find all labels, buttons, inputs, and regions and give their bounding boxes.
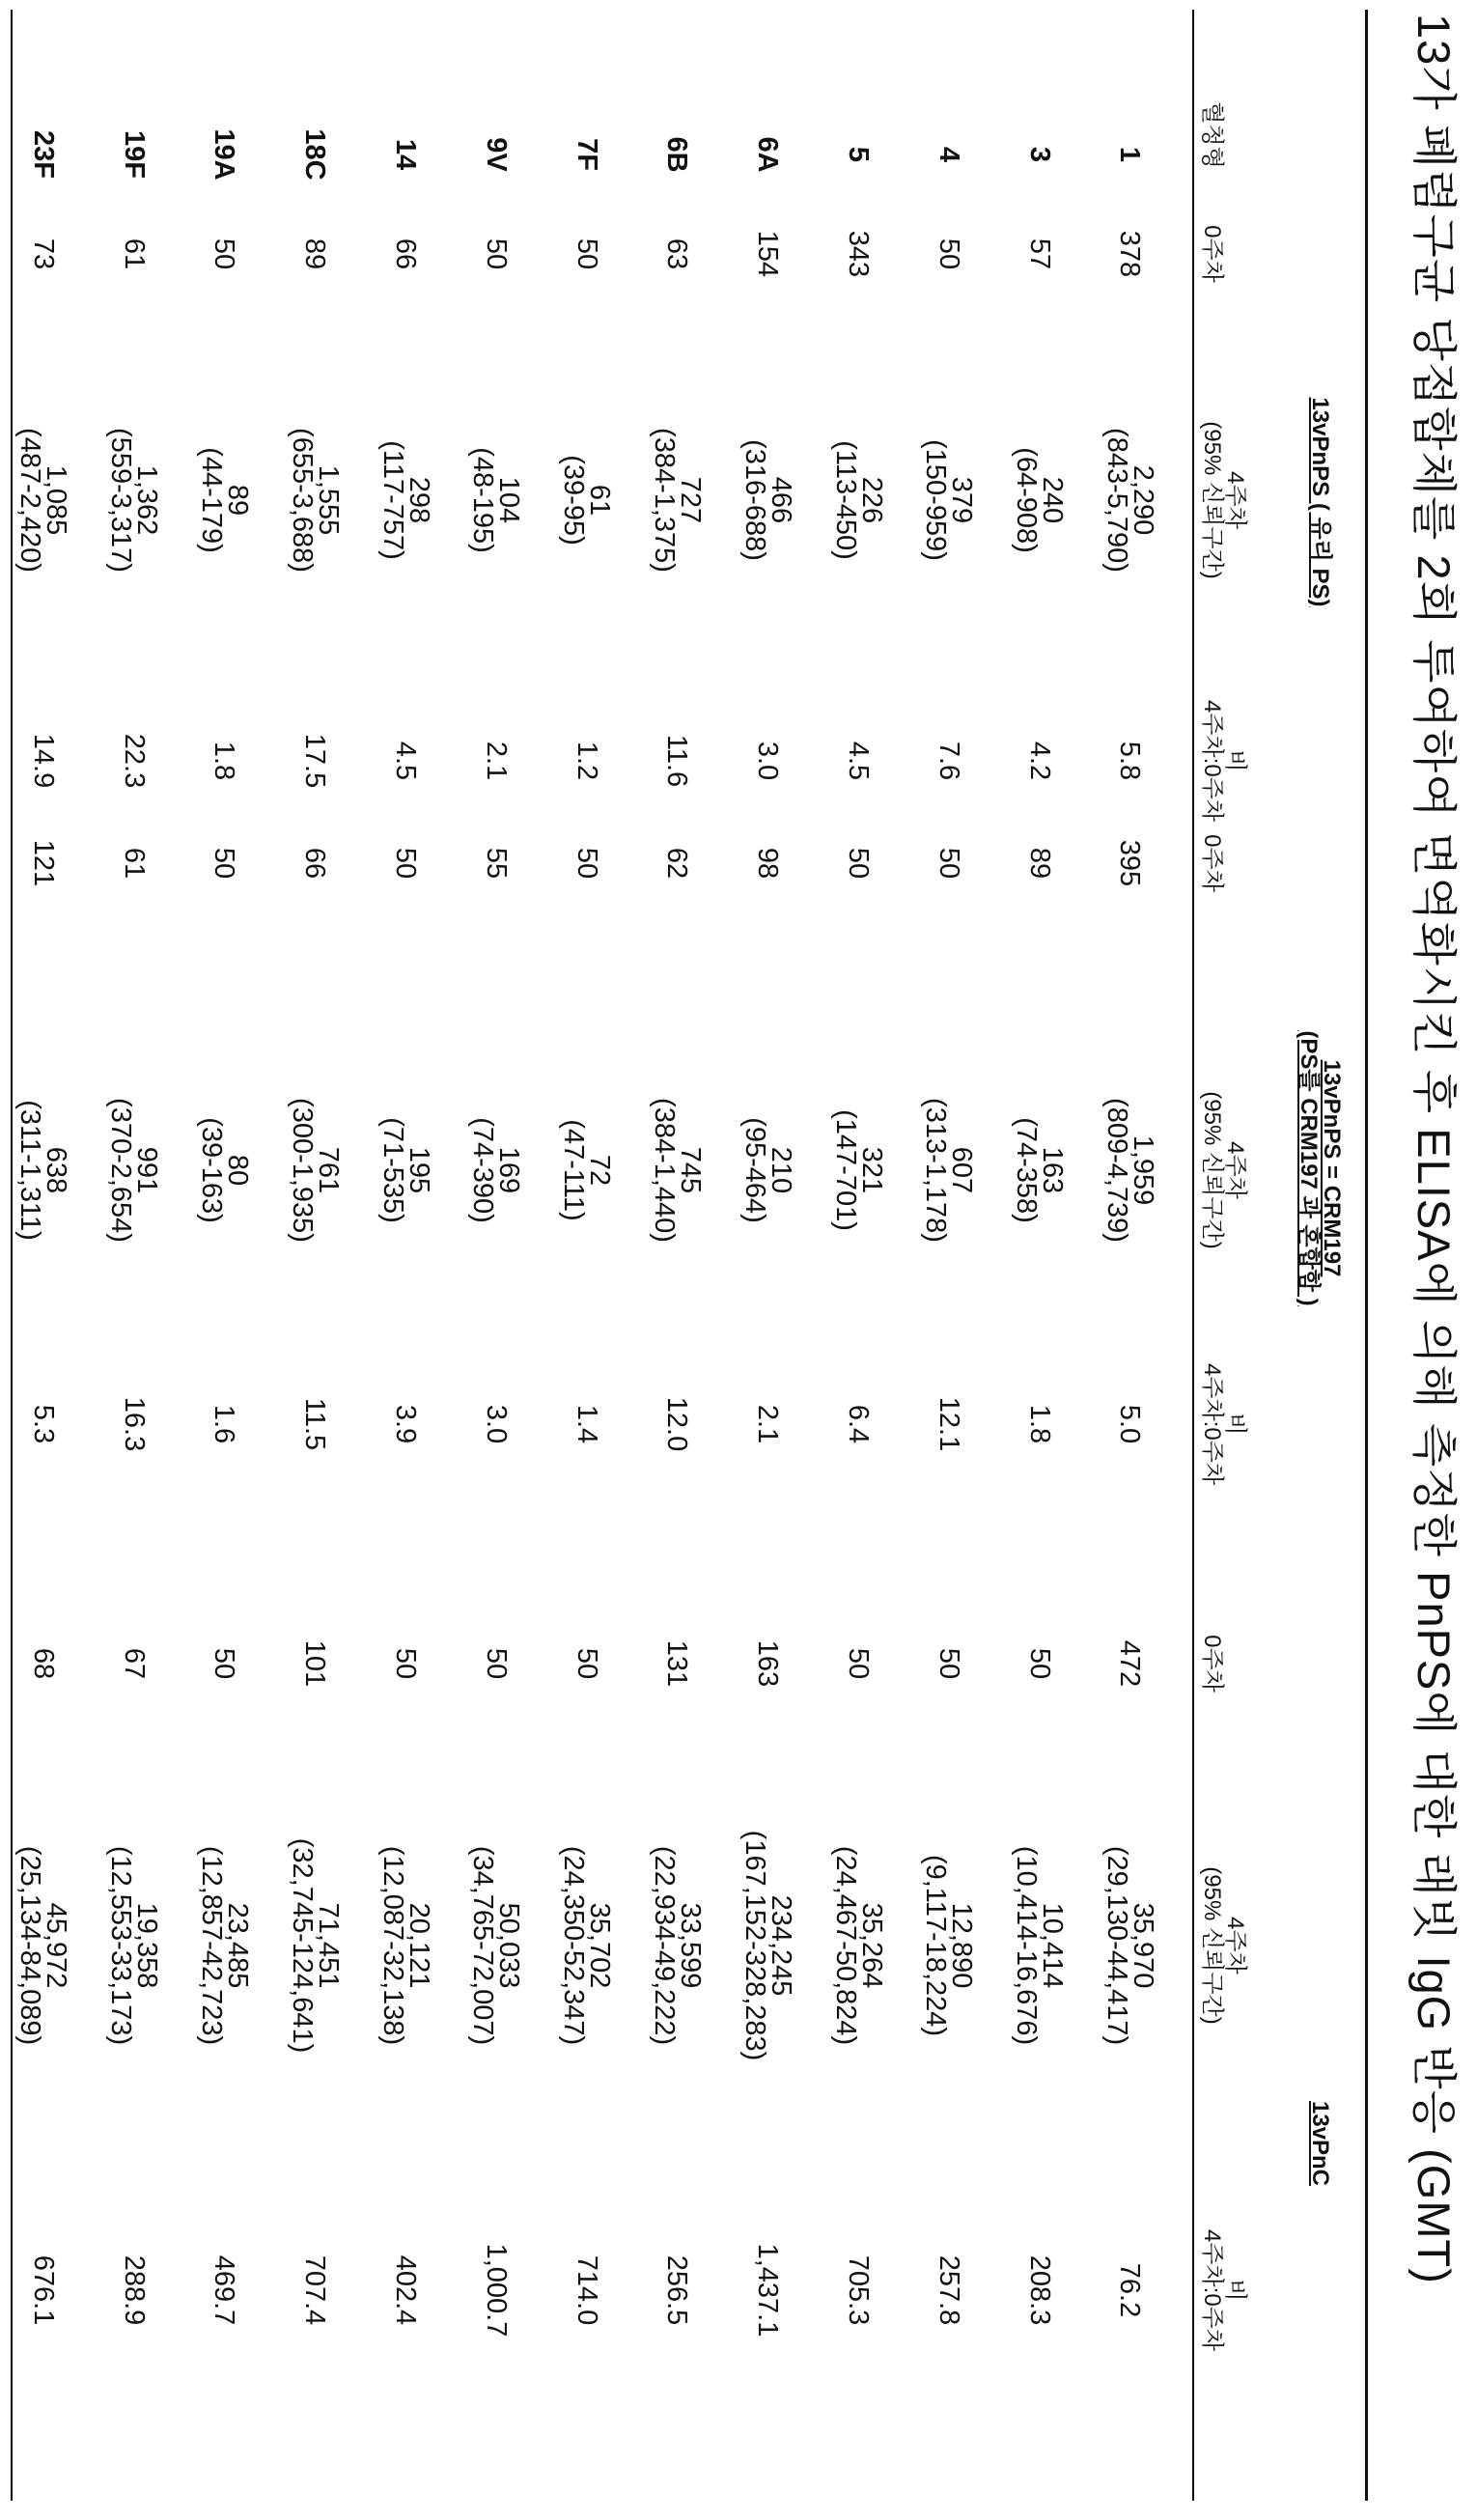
header-ratio: 비: [1224, 1299, 1245, 1550]
cell-mix-ratio: [193, 1289, 255, 1559]
value: 50: [935, 238, 961, 269]
header-bottom-rule: [1192, 10, 1194, 2501]
value: 18C: [301, 128, 327, 180]
cell-ps-w4: [12, 365, 73, 635]
cell-ps-w4: [193, 365, 255, 635]
value: 6B: [664, 136, 690, 172]
value: 45,972: [42, 1903, 69, 1989]
cell-ps-w4: [737, 365, 798, 635]
cell-conj-w4: [102, 1810, 164, 2081]
cell-ps-w0: [1008, 119, 1070, 389]
confidence-interval: (316-688): [741, 439, 767, 561]
value: 16.3: [121, 1397, 147, 1451]
cell-conj-ratio: [1008, 2155, 1070, 2425]
header-ratio: 비: [1224, 2165, 1245, 2416]
value: 76.2: [1117, 2263, 1143, 2317]
value: 4.5: [392, 742, 418, 780]
value: 50: [483, 238, 509, 269]
value: 101: [301, 1640, 327, 1687]
confidence-interval: (39-163): [198, 1117, 224, 1223]
cell-mix-w4: [917, 1035, 979, 1305]
cell-conj-w4: [193, 1810, 255, 2081]
group-header-mixed-line1: 13vPnPS = CRM197: [1321, 994, 1342, 1342]
value: 71,451: [315, 1903, 341, 1989]
value: 5.3: [30, 1405, 56, 1443]
cell-mix-w4: [464, 1035, 526, 1305]
confidence-interval: (74-390): [469, 1117, 495, 1223]
value: 89: [224, 485, 250, 516]
header-ratio-weeks: 4주차:0주차: [1201, 1299, 1222, 1550]
cell-mix-w0: [917, 728, 979, 998]
value: 131: [664, 1640, 690, 1687]
cell-conj-ratio: [646, 2155, 708, 2425]
value: 20,121: [405, 1903, 432, 1989]
header-ratio: 비: [1224, 635, 1245, 886]
header-ratio-weeks: 4주차:0주차: [1201, 635, 1222, 886]
cell-conj-w4: [737, 1810, 798, 2081]
value: 72: [586, 1155, 612, 1186]
cell-mix-w4: [1099, 1035, 1160, 1305]
cell-mix-w0: [284, 728, 346, 998]
value: 466: [767, 477, 794, 523]
cell-mix-w0: [102, 728, 164, 998]
cell-ps-w0: [646, 119, 708, 389]
cell-mix-ratio: [102, 1289, 164, 1559]
confidence-interval: (313-1,178): [922, 1098, 948, 1243]
cell-mix-w4: [737, 1035, 798, 1305]
value: 35,970: [1129, 1903, 1156, 1989]
value: 50: [211, 238, 237, 269]
confidence-interval: (74-358): [1013, 1117, 1039, 1223]
cell-ps-w4: [102, 365, 164, 635]
value: 707.4: [301, 2255, 327, 2326]
cell-mix-w4: [827, 1035, 889, 1305]
rotated-table-page: [0, 0, 1477, 2520]
cell-conj-ratio: [917, 2155, 979, 2425]
confidence-interval: (22,934-49,222): [651, 1846, 677, 2045]
value: 3.9: [392, 1405, 418, 1443]
value: 14: [392, 139, 418, 170]
value: 226: [858, 477, 884, 523]
confidence-interval: (147-701): [832, 1109, 858, 1231]
value: 4.2: [1026, 742, 1052, 780]
group-header-free-ps: 13vPnPS ( 유리 PS): [1309, 377, 1330, 628]
value: 61: [121, 848, 147, 879]
cell-mix-ratio: [827, 1289, 889, 1559]
cell-conj-ratio: [375, 2155, 436, 2425]
cell-mix-w4: [102, 1035, 164, 1305]
value: 98: [754, 848, 780, 879]
cell-conj-ratio: [555, 2155, 617, 2425]
value: 1,555: [315, 465, 341, 536]
cell-mix-ratio: [375, 1289, 436, 1559]
cell-conj-w0: [917, 1528, 979, 1799]
value: 472: [1117, 1640, 1143, 1687]
cell-ps-w4: [1099, 365, 1160, 635]
confidence-interval: (48-195): [469, 447, 495, 553]
value: 195: [405, 1147, 432, 1193]
cell-conj-w0: [284, 1528, 346, 1799]
cell-conj-ratio: [464, 2155, 526, 2425]
value: 50: [573, 848, 599, 879]
value: 1: [1117, 147, 1143, 162]
value: 1.8: [1026, 1405, 1052, 1443]
value: 35,702: [586, 1903, 612, 1989]
value: 55: [483, 848, 509, 879]
value: 4.5: [845, 742, 871, 780]
confidence-interval: (384-1,375): [651, 428, 677, 573]
value: 240: [1039, 477, 1065, 523]
cell-ps-w4: [1008, 365, 1070, 635]
value: 1.6: [211, 1405, 237, 1443]
cell-mix-w0: [827, 728, 889, 998]
cell-mix-w0: [12, 728, 73, 998]
value: 73: [30, 238, 56, 269]
cell-mix-w0: [375, 728, 436, 998]
cell-mix-w0: [737, 728, 798, 998]
cell-conj-ratio: [193, 2155, 255, 2425]
confidence-interval: (655-3,688): [289, 428, 315, 573]
value: 50,033: [495, 1903, 521, 1989]
value: 705.3: [845, 2255, 871, 2326]
value: 1,959: [1129, 1135, 1156, 1206]
cell-mix-w0: [555, 728, 617, 998]
confidence-interval: (71-535): [379, 1117, 405, 1223]
cell-conj-w4: [827, 1810, 889, 2081]
value: 727: [677, 477, 703, 523]
value: 121: [30, 840, 56, 886]
value: 10,414: [1039, 1903, 1065, 1989]
cell-conj-ratio: [284, 2155, 346, 2425]
value: 50: [211, 1648, 237, 1679]
value: 1.8: [211, 742, 237, 780]
value: 50: [392, 1648, 418, 1679]
cell-conj-w0: [737, 1528, 798, 1799]
cell-ps-w0: [102, 119, 164, 389]
value: 12.0: [664, 1397, 690, 1451]
cell-conj-w4: [464, 1810, 526, 2081]
value: 57: [1026, 238, 1052, 269]
cell-conj-w0: [827, 1528, 889, 1799]
header-week4: 4주차: [1224, 375, 1245, 626]
value: 2.1: [483, 742, 509, 780]
confidence-interval: (39-95): [560, 455, 586, 546]
confidence-interval: (117-757): [379, 440, 405, 560]
value: 7.6: [935, 742, 961, 780]
cell-mix-ratio: [284, 1289, 346, 1559]
cell-ps-w4: [917, 365, 979, 635]
confidence-interval: (44-179): [198, 447, 224, 553]
value: 22.3: [121, 734, 147, 788]
value: 761: [315, 1147, 341, 1193]
header-week0: 0주차: [1201, 1538, 1222, 1789]
confidence-interval: (10,414-16,676): [1013, 1846, 1039, 2045]
confidence-interval: (843-5,790): [1103, 428, 1129, 573]
value: 7F: [573, 138, 599, 171]
value: 154: [754, 231, 780, 277]
value: 288.9: [121, 2255, 147, 2326]
value: 395: [1117, 840, 1143, 886]
value: 378: [1117, 231, 1143, 277]
value: 61: [121, 238, 147, 269]
cell-conj-w4: [646, 1810, 708, 2081]
value: 50: [573, 1648, 599, 1679]
value: 4: [935, 147, 961, 162]
header-ratio-weeks: 4주차:0주차: [1201, 2165, 1222, 2416]
group-header-mixed-line2: (PS를 CRM197 과 혼합함 ): [1297, 994, 1319, 1342]
confidence-interval: (113-450): [832, 440, 858, 560]
confidence-interval: (47-111): [560, 1119, 586, 1220]
cell-mix-ratio: [555, 1289, 617, 1559]
cell-conj-w0: [1008, 1528, 1070, 1799]
confidence-interval: (29,130-44,417): [1103, 1846, 1129, 2045]
cell-mix-w0: [646, 728, 708, 998]
header-serotype: 혈청형: [1201, 10, 1222, 261]
confidence-interval: (300-1,935): [289, 1098, 315, 1243]
cell-mix-w4: [284, 1035, 346, 1305]
cell-mix-w4: [193, 1035, 255, 1305]
value: 5: [845, 147, 871, 162]
cell-ps-w4: [827, 365, 889, 635]
cell-conj-w0: [464, 1528, 526, 1799]
value: 3.0: [754, 742, 780, 780]
value: 104: [495, 477, 521, 523]
cell-conj-w4: [12, 1810, 73, 2081]
value: 67: [121, 1648, 147, 1679]
value: 745: [677, 1147, 703, 1193]
cell-conj-w4: [375, 1810, 436, 2081]
cell-mix-w4: [555, 1035, 617, 1305]
cell-ps-w0: [193, 119, 255, 389]
confidence-interval: (64-908): [1013, 447, 1039, 553]
value: 6.4: [845, 1405, 871, 1443]
value: 63: [664, 238, 690, 269]
value: 676.1: [30, 2255, 56, 2326]
cell-conj-ratio: [102, 2155, 164, 2425]
cell-conj-w4: [1099, 1810, 1160, 2081]
cell-ps-w0: [12, 119, 73, 389]
value: 1.4: [573, 1405, 599, 1443]
cell-conj-ratio: [12, 2155, 73, 2425]
confidence-interval: (12,087-32,138): [379, 1846, 405, 2045]
cell-mix-ratio: [1008, 1289, 1070, 1559]
value: 402.4: [392, 2255, 418, 2326]
cell-conj-w4: [284, 1810, 346, 2081]
cell-conj-w4: [555, 1810, 617, 2081]
cell-mix-ratio: [464, 1289, 526, 1559]
confidence-interval: (12,857-42,723): [198, 1846, 224, 2045]
confidence-interval: (384-1,440): [651, 1098, 677, 1243]
value: 50: [483, 1648, 509, 1679]
cell-conj-ratio: [827, 2155, 889, 2425]
value: 35,264: [858, 1903, 884, 1989]
value: 50: [845, 848, 871, 879]
cell-ps-w0: [284, 119, 346, 389]
confidence-interval: (370-2,654): [107, 1098, 133, 1243]
cell-mix-ratio: [917, 1289, 979, 1559]
value: 14.9: [30, 734, 56, 788]
confidence-interval: (809-4,739): [1103, 1098, 1129, 1243]
cell-mix-w4: [12, 1035, 73, 1305]
cell-conj-w0: [375, 1528, 436, 1799]
cell-ps-w4: [555, 365, 617, 635]
value: 2,290: [1129, 465, 1156, 536]
cell-mix-w4: [375, 1035, 436, 1305]
value: 89: [301, 238, 327, 269]
value: 2.1: [754, 1405, 780, 1443]
header-week0: 0주차: [1201, 128, 1222, 379]
confidence-interval: (487-2,420): [16, 428, 42, 573]
cell-mix-w4: [1008, 1035, 1070, 1305]
cell-mix-w4: [646, 1035, 708, 1305]
cell-ps-w4: [464, 365, 526, 635]
value: 12.1: [935, 1397, 961, 1451]
value: 607: [948, 1147, 974, 1193]
cell-ps-w0: [555, 119, 617, 389]
header-week4: 4주차: [1224, 1045, 1245, 1296]
cell-conj-ratio: [737, 2155, 798, 2425]
cell-ps-w4: [284, 365, 346, 635]
cell-conj-w0: [193, 1528, 255, 1799]
value: 234,245: [767, 1895, 794, 1997]
cell-conj-w0: [646, 1528, 708, 1799]
value: 66: [392, 238, 418, 269]
cell-ps-w4: [375, 365, 436, 635]
value: 89: [1026, 848, 1052, 879]
value: 23,485: [224, 1903, 250, 1989]
value: 19A: [211, 128, 237, 180]
confidence-interval: (32,745-124,641): [289, 1838, 315, 2054]
value: 208.3: [1026, 2255, 1052, 2326]
confidence-interval: (9,117-18,224): [922, 1855, 948, 2036]
value: 11.6: [664, 735, 690, 787]
value: 469.7: [211, 2255, 237, 2326]
confidence-interval: (150-959): [922, 439, 948, 561]
group-header-conjugate: 13vPnC: [1309, 2028, 1330, 2259]
value: 1.2: [573, 742, 599, 780]
confidence-interval: (167,152-328,283): [741, 1831, 767, 2061]
value: 1,000.7: [483, 2244, 509, 2338]
value: 210: [767, 1147, 794, 1193]
value: 50: [935, 848, 961, 879]
value: 33,599: [677, 1903, 703, 1989]
value: 11.5: [301, 1398, 327, 1450]
header-week4-ci: (95% 신뢰구간): [1201, 1045, 1222, 1296]
confidence-interval: (95-464): [741, 1117, 767, 1223]
value: 638: [42, 1147, 69, 1193]
header-week4-ci: (95% 신뢰구간): [1201, 1820, 1222, 2071]
table-top-rule: [1365, 10, 1368, 2501]
value: 298: [405, 477, 432, 523]
confidence-interval: (24,350-52,347): [560, 1846, 586, 2045]
value: 80: [224, 1155, 250, 1186]
confidence-interval: (24,467-50,824): [832, 1846, 858, 2045]
header-week0: 0주차: [1201, 738, 1222, 989]
value: 50: [573, 238, 599, 269]
value: 19F: [121, 130, 147, 179]
value: 50: [392, 848, 418, 879]
cell-ps-w0: [1099, 119, 1160, 389]
value: 23F: [30, 130, 56, 179]
table-title: 13가 폐렴구균 당접합체를 2회 투여하여 면역화시킨 후 ELISA에 의해 측정한 PnPS에 대한 래빗 IgG 반응 (GMT): [1405, 14, 1469, 2514]
cell-mix-w0: [193, 728, 255, 998]
value: 9V: [483, 137, 509, 171]
cell-ps-w0: [917, 119, 979, 389]
cell-conj-w0: [102, 1528, 164, 1799]
value: 50: [1026, 1648, 1052, 1679]
cell-ps-w0: [375, 119, 436, 389]
cell-conj-w0: [1099, 1528, 1160, 1799]
confidence-interval: (559-3,317): [107, 428, 133, 573]
value: 50: [211, 848, 237, 879]
value: 62: [664, 848, 690, 879]
value: 66: [301, 848, 327, 879]
value: 379: [948, 477, 974, 523]
cell-mix-ratio: [12, 1289, 73, 1559]
cell-mix-w0: [1008, 728, 1070, 998]
value: 714.0: [573, 2255, 599, 2326]
value: 12,890: [948, 1903, 974, 1989]
value: 50: [845, 1648, 871, 1679]
cell-conj-w4: [1008, 1810, 1070, 2081]
value: 991: [133, 1147, 159, 1193]
cell-conj-w0: [12, 1528, 73, 1799]
cell-conj-w0: [555, 1528, 617, 1799]
value: 61: [586, 485, 612, 516]
value: 343: [845, 231, 871, 277]
cell-ps-w0: [827, 119, 889, 389]
value: 50: [935, 1648, 961, 1679]
cell-mix-w0: [1099, 728, 1160, 998]
header-week4: 4주차: [1224, 1820, 1245, 2071]
confidence-interval: (12,553-33,173): [107, 1846, 133, 2045]
value: 256.5: [664, 2255, 690, 2326]
cell-ps-w4: [646, 365, 708, 635]
value: 5.0: [1117, 1405, 1143, 1443]
cell-mix-ratio: [646, 1289, 708, 1559]
value: 17.5: [301, 734, 327, 788]
confidence-interval: (25,134-84,089): [16, 1846, 42, 2045]
confidence-interval: (34,765-72,007): [469, 1846, 495, 2045]
value: 163: [1039, 1147, 1065, 1193]
value: 68: [30, 1648, 56, 1679]
value: 19,358: [133, 1903, 159, 1989]
value: 1,437.1: [754, 2244, 780, 2338]
value: 3.0: [483, 1405, 509, 1443]
value: 321: [858, 1147, 884, 1193]
cell-conj-w4: [917, 1810, 979, 2081]
value: 3: [1026, 147, 1052, 162]
confidence-interval: (311-1,311): [16, 1100, 42, 1241]
cell-mix-ratio: [737, 1289, 798, 1559]
value: 1,362: [133, 465, 159, 536]
value: 169: [495, 1147, 521, 1193]
cell-ps-w0: [737, 119, 798, 389]
value: 163: [754, 1640, 780, 1687]
value: 5.8: [1117, 742, 1143, 780]
value: 1,085: [42, 465, 69, 536]
value: 6A: [754, 136, 780, 172]
cell-ps-w0: [464, 119, 526, 389]
cell-mix-ratio: [1099, 1289, 1160, 1559]
cell-conj-ratio: [1099, 2155, 1160, 2425]
header-week4-ci: (95% 신뢰구간): [1201, 375, 1222, 626]
cell-mix-w0: [464, 728, 526, 998]
value: 257.8: [935, 2255, 961, 2326]
